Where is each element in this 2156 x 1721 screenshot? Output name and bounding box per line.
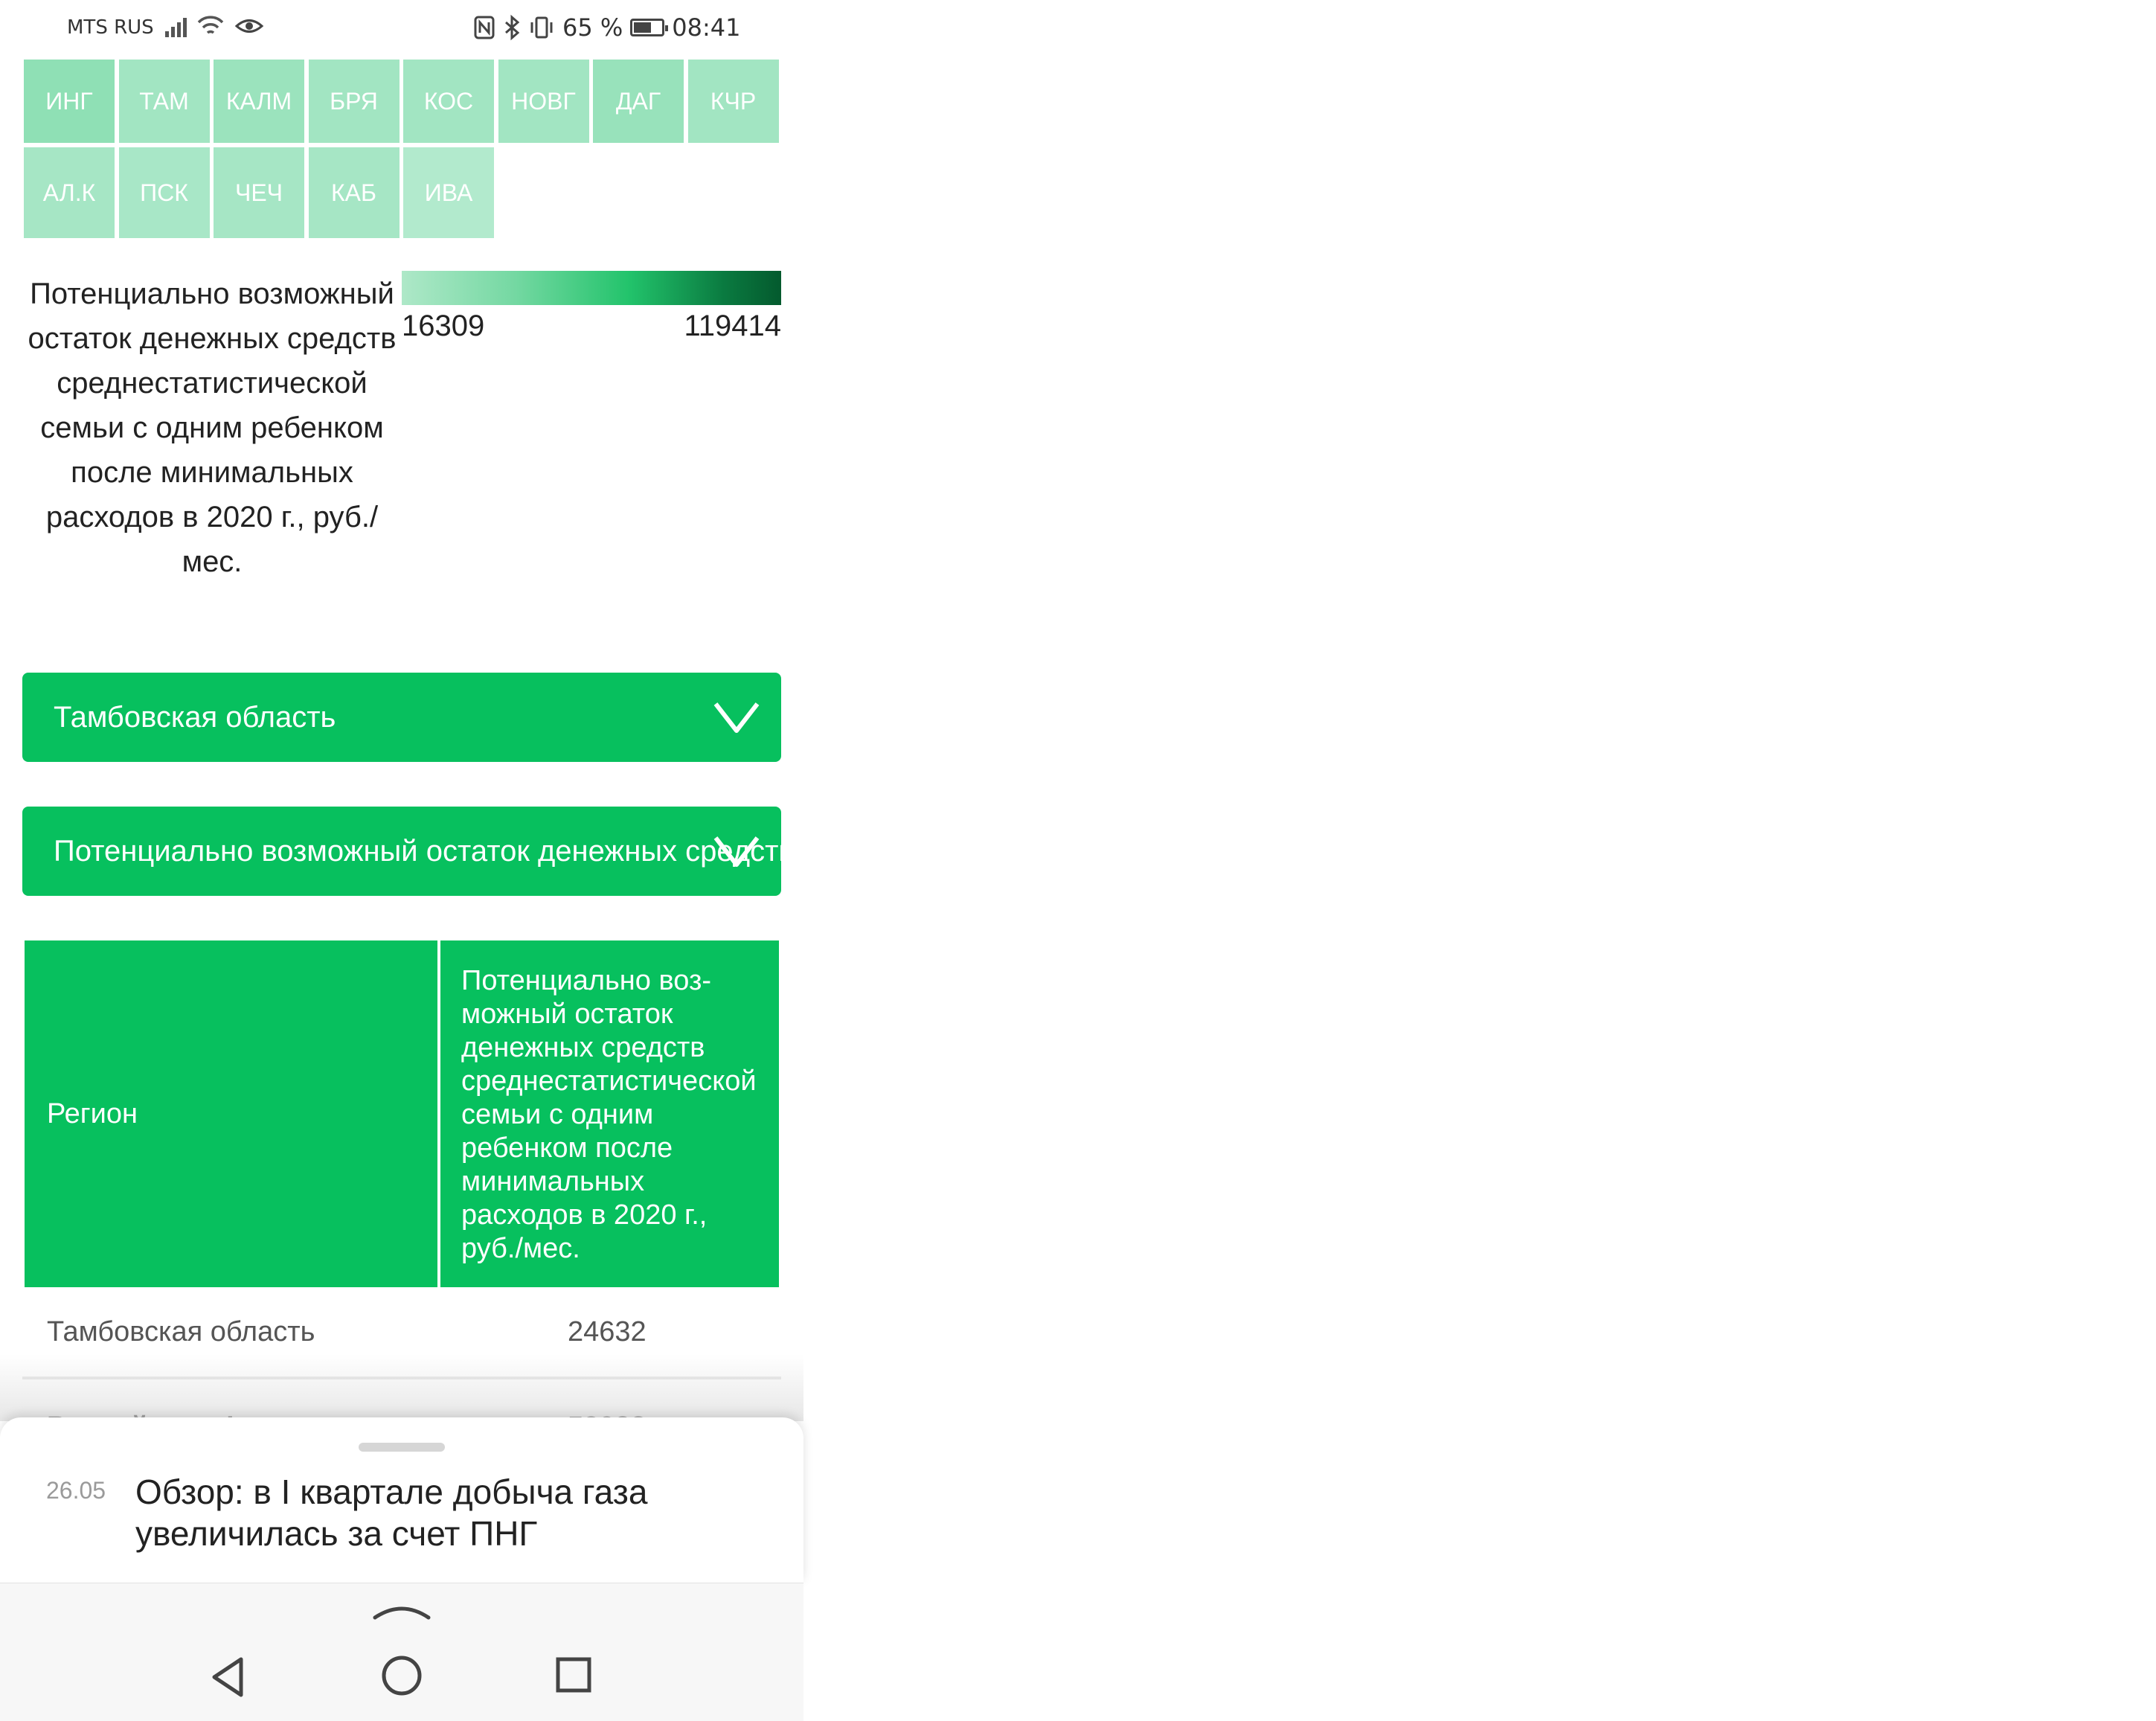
- region-tile[interactable]: ЧЕЧ: [214, 147, 304, 238]
- home-icon[interactable]: [381, 1655, 423, 1696]
- region-tile[interactable]: КАЛМ: [214, 60, 304, 143]
- news-bottom-sheet[interactable]: [0, 1417, 803, 1583]
- region-dropdown-label: Тамбовская область: [54, 700, 336, 734]
- carrier-name: MTS RUS: [67, 16, 154, 39]
- region-tile[interactable]: ПСК: [119, 147, 210, 238]
- battery-percent: 65 %: [562, 13, 623, 42]
- system-nav-bar: [0, 1583, 803, 1721]
- signal-icon: [165, 15, 187, 37]
- indicator-dropdown-label: Потенциально возможный остаток денежных средств среднестатистической семьи с одним ребенком после минимальных расходов в 2020 г., руб./мес.: [54, 834, 2156, 868]
- region-tile[interactable]: КЧР: [688, 60, 779, 143]
- region-dropdown[interactable]: [22, 673, 781, 762]
- region-tile[interactable]: КАБ: [309, 147, 400, 238]
- region-tile[interactable]: ДАГ: [593, 60, 684, 143]
- row-value: 24632: [568, 1315, 647, 1347]
- scroll-fade: [0, 1354, 803, 1421]
- news-headline[interactable]: Обзор: в I квартале добыча газа увеличилась за счет ПНГ: [135, 1472, 648, 1553]
- back-icon[interactable]: [210, 1655, 247, 1699]
- region-tile[interactable]: БРЯ: [309, 60, 400, 143]
- news-date: 26.05: [46, 1477, 106, 1504]
- battery-icon: [630, 19, 664, 36]
- table-header: [25, 940, 779, 1287]
- clock: 08:41: [672, 13, 741, 42]
- chevron-down-icon: [713, 832, 760, 871]
- recent-apps-icon[interactable]: [555, 1656, 592, 1693]
- region-tile[interactable]: НОВГ: [498, 60, 589, 143]
- status-icons-left: [165, 13, 264, 39]
- eye-comfort-icon: [234, 15, 264, 37]
- scale-min-label: 16309: [402, 310, 485, 342]
- region-tile[interactable]: ТАМ: [119, 60, 210, 143]
- legend-title: Потенциально возможный остаток денежных средств среднестатистической семьи с одним ребенком после минимальных расходов в 2020 г., руб./мес.: [28, 278, 397, 578]
- region-tile[interactable]: АЛ.К: [24, 147, 115, 238]
- row-region: Тамбовская область: [47, 1315, 315, 1347]
- status-bar: [0, 0, 803, 60]
- scale-max-label: 119414: [684, 310, 781, 342]
- wifi-icon: [196, 13, 225, 39]
- region-tile[interactable]: ИВА: [403, 147, 494, 238]
- region-tile[interactable]: ИНГ: [24, 60, 115, 143]
- region-tile[interactable]: КОС: [403, 60, 494, 143]
- chevron-up-icon[interactable]: [372, 1598, 431, 1621]
- indicator-dropdown[interactable]: [22, 807, 2156, 896]
- column-header-region[interactable]: Регион: [25, 940, 437, 1287]
- vibrate-icon: [528, 15, 555, 40]
- status-icons-right: [473, 13, 741, 42]
- sheet-drag-handle[interactable]: [359, 1443, 445, 1452]
- column-header-value[interactable]: Потенциально возможный остаток денежных средств среднестатистической семьи с одним ребенком после минимальных расходов в 2020 г., руб./мес.: [440, 940, 779, 1287]
- nfc-icon: [473, 15, 495, 40]
- color-scale-bar: [402, 271, 781, 305]
- bluetooth-icon: [503, 15, 521, 40]
- chevron-down-icon: [713, 698, 760, 737]
